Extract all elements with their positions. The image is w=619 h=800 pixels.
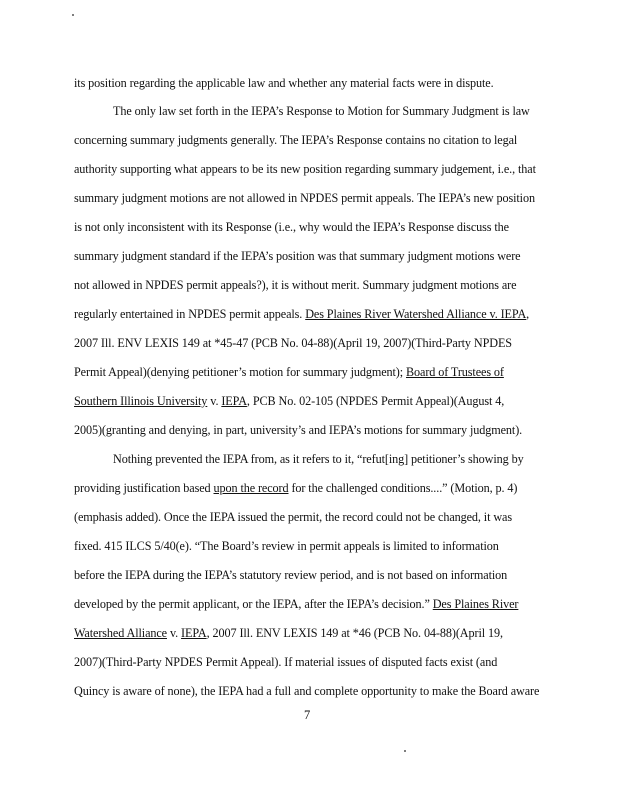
text-line-21: 2007)(Third-Party NPDES Permit Appeal). If material issues of disputed facts exist (and (74, 655, 498, 669)
text-line-6: is not only inconsistent with its Response (i.e., why would the IEPA’s Response discuss the (74, 220, 509, 234)
case-citation: Watershed Alliance (74, 626, 167, 640)
text-line-5: summary judgment motions are not allowed in NPDES permit appeals. The IEPA’s new position (74, 191, 535, 205)
text-line-13: 2005)(granting and denying, in part, university’s and IEPA’s motions for summary judgment). (74, 423, 523, 437)
text-line-12: Southern Illinois University v. IEPA, PCB No. 02-105 (NPDES Permit Appeal)(August 4, (74, 394, 505, 408)
text-line-14: Nothing prevented the IEPA from, as it refers to it, “refut[ing] petitioner’s showing by (113, 452, 524, 466)
text-line-11: Permit Appeal)(denying petitioner’s motion for summary judgment); Board of Trustees of (74, 365, 504, 379)
scan-speck (72, 14, 74, 16)
case-citation: Des Plaines River Watershed Alliance v. IEPA (305, 307, 527, 321)
text-line-19: developed by the permit applicant, or the IEPA, after the IEPA’s decision.” Des Plaines River (74, 597, 519, 611)
text-line-22: Quincy is aware of none), the IEPA had a full and complete opportunity to make the Board aware (74, 684, 540, 698)
text-line-18: before the IEPA during the IEPA’s statutory review period, and is not based on information (74, 568, 508, 582)
page-number: 7 (304, 708, 311, 722)
scan-speck (404, 750, 406, 752)
text-line-17: fixed. 415 ILCS 5/40(e). “The Board’s review in permit appeals is limited to information (74, 539, 499, 553)
case-citation: IEPA (181, 626, 207, 640)
text-line-9: regularly entertained in NPDES permit appeals. Des Plaines River Watershed Alliance v. IEPA, (74, 307, 530, 321)
text-line-16: (emphasis added). Once the IEPA issued the permit, the record could not be changed, it was (74, 510, 512, 524)
text-line-3: concerning summary judgments generally. The IEPA’s Response contains no citation to legal (74, 133, 518, 147)
case-citation: Southern Illinois University (74, 394, 208, 408)
text-line-4: authority supporting what appears to be its new position regarding summary judgement, i.e., that (74, 162, 536, 176)
text-line-1: its position regarding the applicable law and whether any material facts were in dispute. (74, 76, 494, 90)
text-line-10: 2007 Ill. ENV LEXIS 149 at *45-47 (PCB No. 04-88)(April 19, 2007)(Third-Party NPDES (74, 336, 512, 350)
case-citation: Board of Trustees of (406, 365, 504, 379)
text-line-20: Watershed Alliance v. IEPA, 2007 Ill. ENV LEXIS 149 at *46 (PCB No. 04-88)(April 19, (74, 626, 503, 640)
case-citation: IEPA (221, 394, 247, 408)
text-line-8: not allowed in NPDES permit appeals?), it is without merit. Summary judgment motions are (74, 278, 517, 292)
text-line-7: summary judgment standard if the IEPA’s position was that summary judgment motions were (74, 249, 521, 263)
text-line-2: The only law set forth in the IEPA’s Response to Motion for Summary Judgment is law (113, 104, 530, 118)
emphasized-phrase: upon the record (213, 481, 289, 495)
text-line-15: providing justification based upon the record for the challenged conditions....” (Motion, p. 4) (74, 481, 518, 495)
case-citation: Des Plaines River (432, 597, 519, 611)
